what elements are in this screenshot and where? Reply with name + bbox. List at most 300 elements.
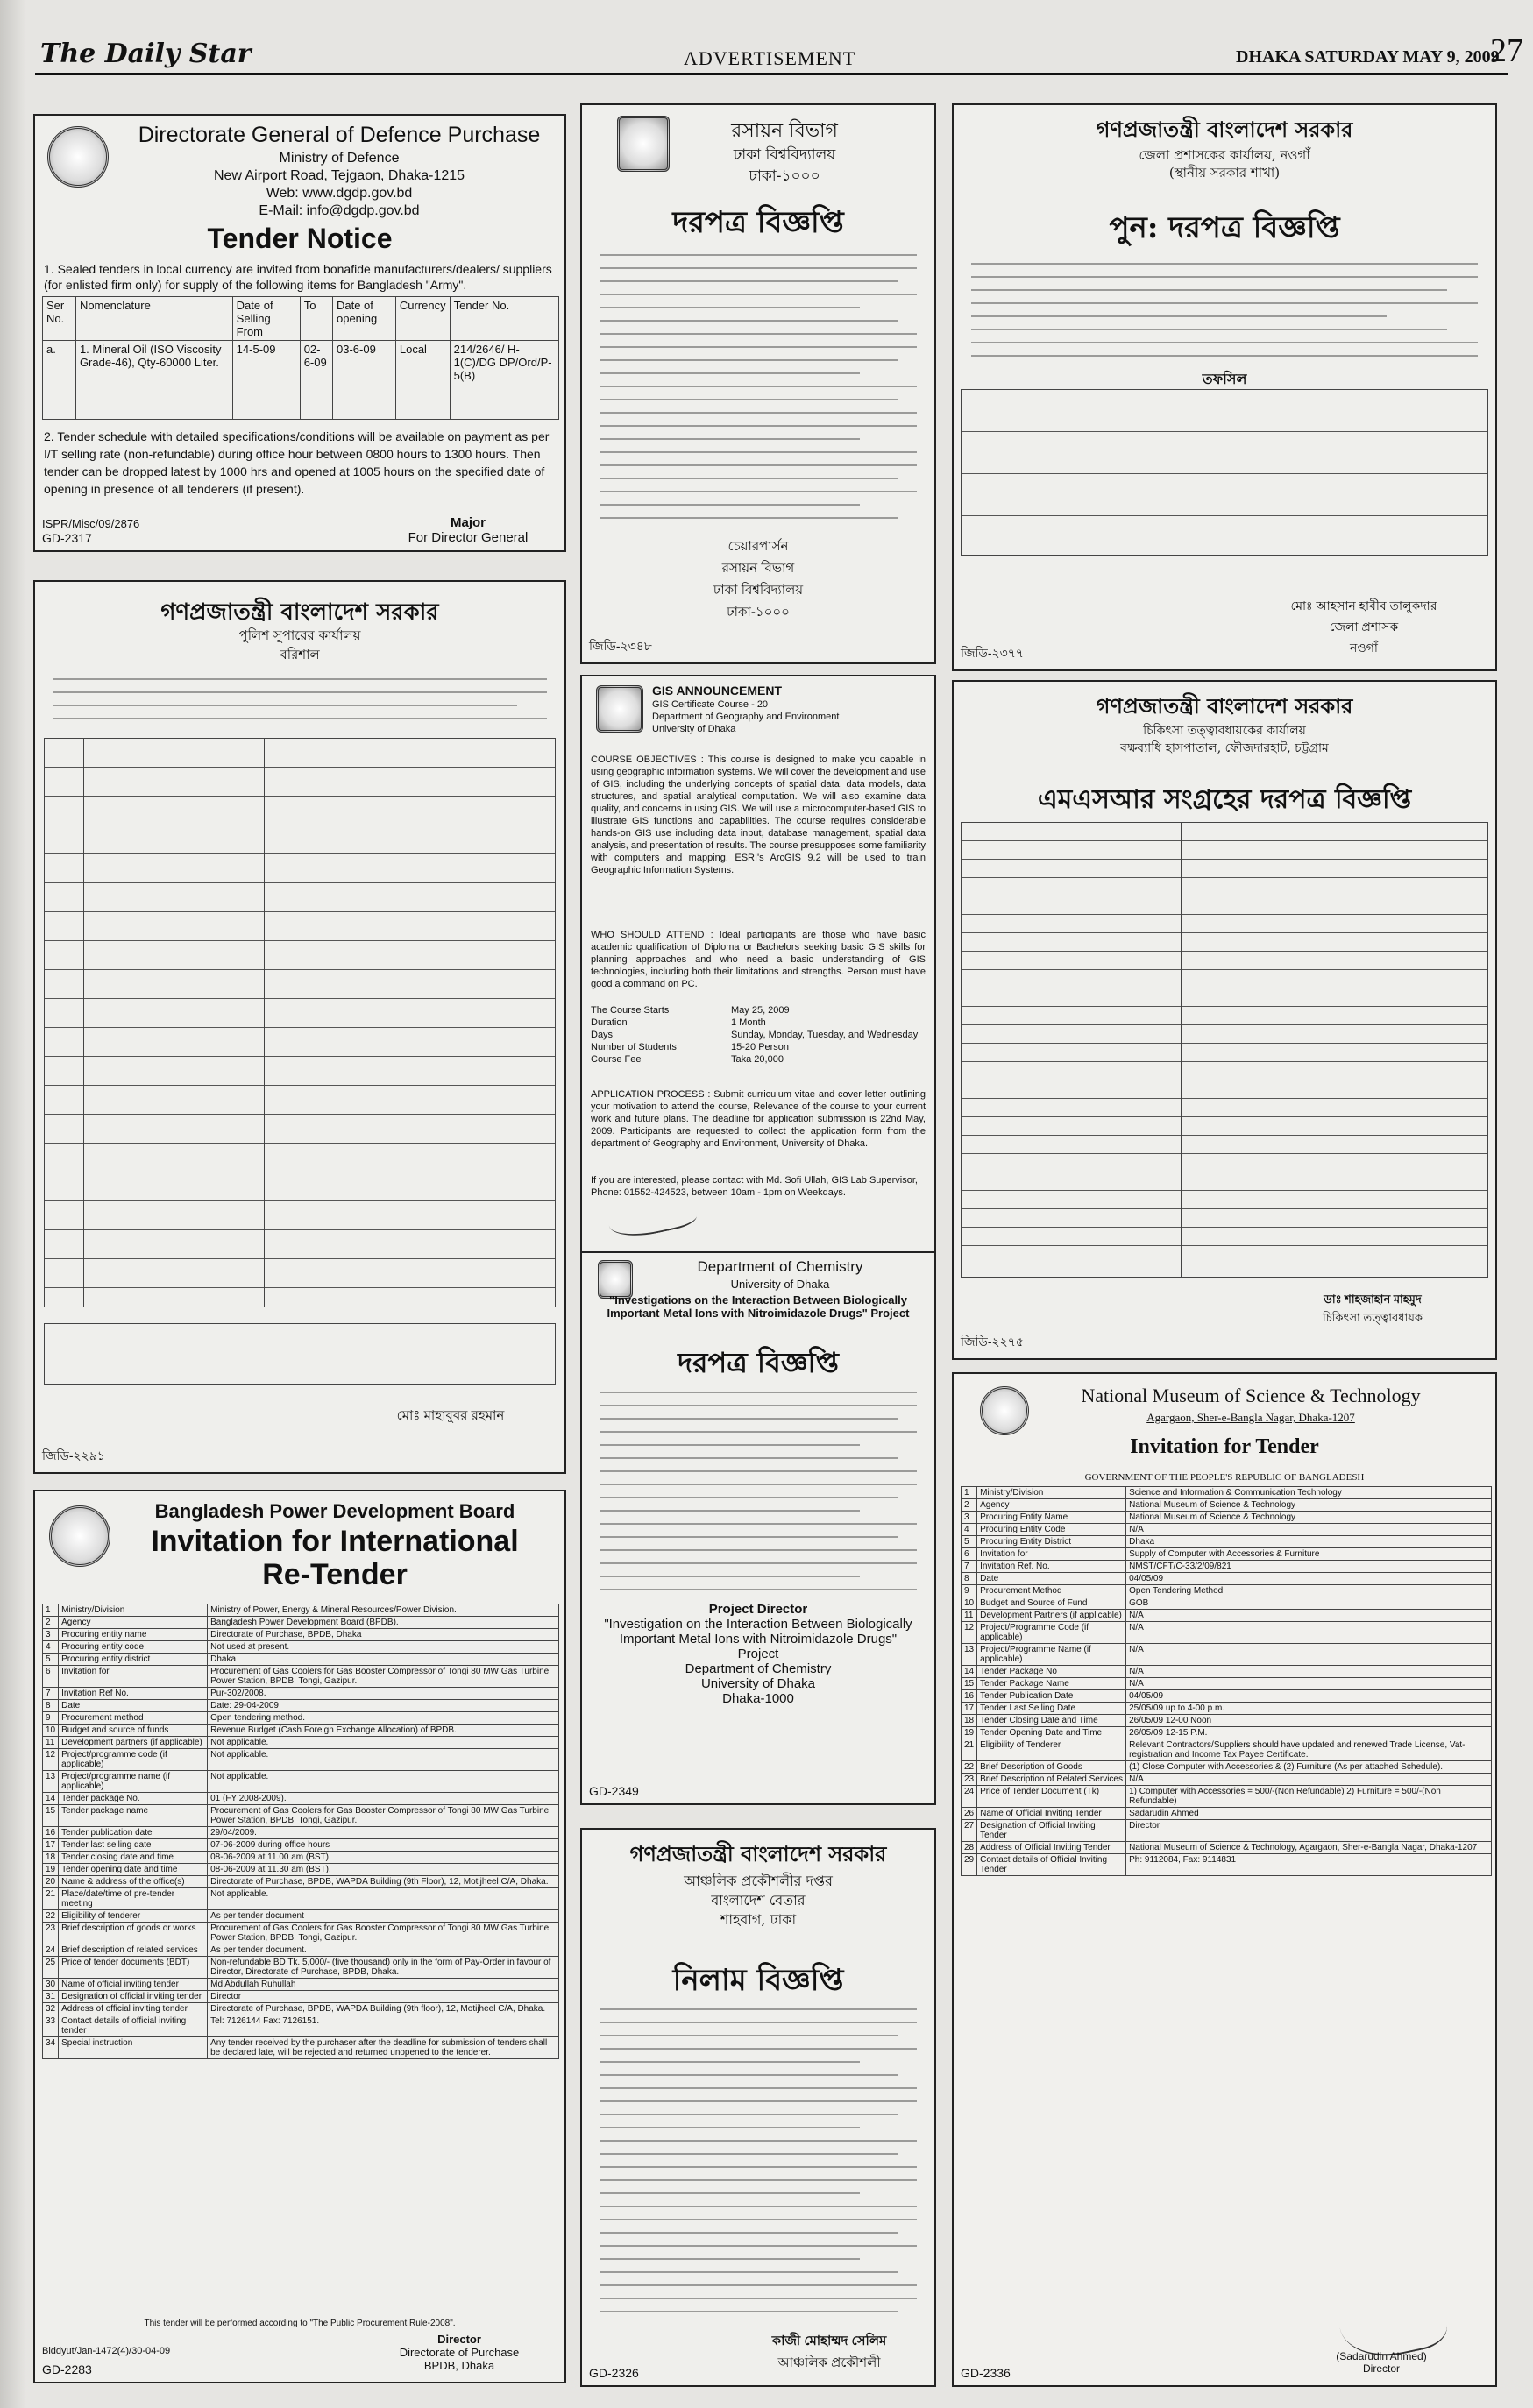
table-cell: Tender Package No xyxy=(977,1666,1126,1678)
table-row xyxy=(43,1749,559,1771)
table-row xyxy=(43,1923,559,1944)
ad-shahbag-auction xyxy=(580,1828,936,2387)
table-cell: 17 xyxy=(43,1839,59,1852)
table-cell: Name of Official Inviting Tender xyxy=(977,1808,1126,1820)
ad-chem-dept-tender xyxy=(580,103,936,664)
table-cell: Procuring entity name xyxy=(59,1629,208,1641)
table-cell: 29/04/2009. xyxy=(208,1827,559,1839)
table-cell: Relevant Contractors/Suppliers should have updated and renewed Trade License, Vat-registration and Income Tax Payee Certificate. xyxy=(1126,1739,1492,1761)
fact-value: Sunday, Monday, Tuesday, and Wednesday xyxy=(731,1030,919,1040)
table-cell: 19 xyxy=(962,1727,977,1739)
col-header: Date of Selling From xyxy=(232,297,300,341)
col-header: Ser No. xyxy=(43,297,76,341)
table-cell: Not used at present. xyxy=(208,1641,559,1654)
table-cell: Directorate of Purchase, BPDB, WAPDA Building (9th Floor), 12, Motijheel C/A, Dhaka. xyxy=(208,1876,559,1888)
table-cell: 02-6-09 xyxy=(300,341,332,420)
table-cell: Dhaka xyxy=(1126,1536,1492,1548)
table-cell: As per tender document xyxy=(208,1910,559,1923)
table-row xyxy=(962,1678,1492,1690)
table-cell: 25/05/09 up to 4-00 p.m. xyxy=(1126,1703,1492,1715)
museum-heading: Invitation for Tender xyxy=(1130,1435,1319,1458)
gis-fact-row xyxy=(591,1041,926,1053)
table-cell: Bangladesh Power Development Board (BPDB). xyxy=(208,1617,559,1629)
table-cell: 3 xyxy=(962,1512,977,1524)
table-cell: Any tender received by the purchaser after the deadline for submission of tenders shall be declared late, will be rejected and returned unopened to the tenderer. xyxy=(208,2037,559,2059)
fact-label: Course Fee xyxy=(591,1054,642,1065)
table-cell: 12 xyxy=(962,1622,977,1644)
table-cell: Project/Programme Code (if applicable) xyxy=(977,1622,1126,1644)
table-cell: 10 xyxy=(962,1597,977,1610)
dgdp-ministry: Ministry of Defence xyxy=(279,151,400,166)
dgdp-ref: ISPR/Misc/09/2876 xyxy=(42,517,140,530)
col-header: Date of opening xyxy=(332,297,395,341)
ctg-gov-title: গণপ্রজাতন্ত্রী বাংলাদেশ সরকার xyxy=(1096,693,1353,719)
table-cell: Agency xyxy=(977,1499,1126,1512)
table-cell: Contact details of official inviting tender xyxy=(59,2015,208,2037)
table-cell: Tender Closing Date and Time xyxy=(977,1715,1126,1727)
table-cell: 28 xyxy=(962,1842,977,1854)
table-cell: Budget and Source of Fund xyxy=(977,1597,1126,1610)
museum-title: National Museum of Science & Technology xyxy=(1081,1385,1421,1406)
table-cell: Revenue Budget (Cash Foreign Exchange Allocation) of BPDB. xyxy=(208,1725,559,1737)
table-cell: 11 xyxy=(43,1737,59,1749)
table-cell: Procuring Entity District xyxy=(977,1536,1126,1548)
table-cell: N/A xyxy=(1126,1524,1492,1536)
table-row xyxy=(43,1957,559,1979)
table-row xyxy=(962,1536,1492,1548)
barisal-gov-title: গণপ্রজাতন্ত্রী বাংলাদেশ সরকার xyxy=(160,599,439,626)
table-cell: 20 xyxy=(43,1876,59,1888)
table-cell: 03-6-09 xyxy=(332,341,395,420)
table-cell: 22 xyxy=(962,1761,977,1774)
table-cell: Tender Package Name xyxy=(977,1678,1126,1690)
chem1-dept: রসায়ন বিভাগ xyxy=(731,120,838,142)
table-cell: N/A xyxy=(1126,1678,1492,1690)
table-cell: 31 xyxy=(43,1991,59,2003)
table-cell: 14 xyxy=(43,1793,59,1805)
table-cell: Tender closing date and time xyxy=(59,1852,208,1864)
table-cell: Tender opening date and time xyxy=(59,1864,208,1876)
barisal-signature: মোঃ মাহাবুবর রহমান xyxy=(396,1408,505,1423)
table-cell: 15 xyxy=(43,1805,59,1827)
naogaon-schedule-title: তফসিল xyxy=(1202,371,1247,387)
page-number: 27 xyxy=(1490,32,1523,69)
dgdp-para-2: 2. Tender schedule with detailed specifications/conditions will be available on payment as per I/T selling rate (non-refundable) during office hour between 0800 hours to 1300 hours. Then tender can be dropped latest by 1000 hrs and opened at 1005 hours on the specified date of opening in presence of all tenderers (if present). xyxy=(44,429,550,496)
shahbag-office: আঞ্চলিক প্রকৌশলীর দপ্তর xyxy=(684,1873,833,1889)
table-row xyxy=(962,1512,1492,1524)
table-cell: Price of tender documents (BDT) xyxy=(59,1957,208,1979)
table-cell: Name of official inviting tender xyxy=(59,1979,208,1991)
table-row xyxy=(962,1573,1492,1585)
table-cell: Procurement of Gas Coolers for Gas Booster Compressor of Tongi 80 MW Gas Turbine Power Station, BPDB, Tongi, Gazipur. xyxy=(208,1666,559,1688)
table-row xyxy=(962,1666,1492,1678)
bpdb-footnote: This tender will be performed according to "The Public Procurement Rule-2008". xyxy=(144,2319,456,2328)
table-cell: Address of official inviting tender xyxy=(59,2003,208,2015)
table-row xyxy=(43,1793,559,1805)
gis-dept: Department of Geography and Environment xyxy=(652,712,840,722)
ctg-hospital: বক্ষব্যাধি হাসপাতাল, ফৌজদারহাট, চট্টগ্রাম xyxy=(1120,741,1329,755)
table-cell: 3 xyxy=(43,1629,59,1641)
ad-code: GD-2336 xyxy=(961,2366,1011,2380)
table-cell: 1. Mineral Oil (ISO Viscosity Grade-46), Qty-60000 Liter. xyxy=(75,341,232,420)
table-row xyxy=(962,1690,1492,1703)
table-cell: 5 xyxy=(962,1536,977,1548)
ad-dgdp-tender xyxy=(33,114,566,552)
table-row xyxy=(962,1761,1492,1774)
table-row xyxy=(962,1774,1492,1786)
chem1-univ: ঢাকা বিশ্ববিদ্যালয় xyxy=(733,146,836,164)
newspaper-logo: The Daily Star xyxy=(40,39,252,69)
gis-facts xyxy=(591,1004,926,1066)
dgdp-email: E-Mail: info@dgdp.gov.bd xyxy=(259,203,420,218)
table-cell: Eligibility of tenderer xyxy=(59,1910,208,1923)
shahbag-gov-title: গণপ্রজাতন্ত্রী বাংলাদেশ সরকার xyxy=(629,1841,887,1866)
table-row xyxy=(962,1786,1492,1808)
table-cell: Ministry/Division xyxy=(59,1604,208,1617)
table-row xyxy=(43,1805,559,1827)
fact-label: Duration xyxy=(591,1017,628,1028)
chem2-heading: দরপত্র বিজ্ঞপ্তি xyxy=(678,1346,839,1379)
table-cell: Tender last selling date xyxy=(59,1839,208,1852)
naogaon-schedule-table xyxy=(961,389,1488,556)
table-cell: Budget and source of funds xyxy=(59,1725,208,1737)
chem1-heading: দরপত্র বিজ্ঞপ্তি xyxy=(672,205,844,240)
table-cell: Tender package name xyxy=(59,1805,208,1827)
chem2-body-text xyxy=(600,1392,917,1602)
naogaon-heading: পুন: দরপত্র বিজ্ঞপ্তি xyxy=(1109,210,1340,245)
table-row xyxy=(962,1585,1492,1597)
shahbag-heading: নিলাম বিজ্ঞপ্তি xyxy=(672,1963,844,1998)
shahbag-city: শাহবাগ, ঢাকা xyxy=(720,1911,797,1928)
table-cell: Procuring entity code xyxy=(59,1641,208,1654)
chem2-univ: University of Dhaka xyxy=(730,1278,830,1291)
table-cell: 1) Computer with Accessories = 500/-(Non Refundable) 2) Furniture = 500/-(Non Refundable) xyxy=(1126,1786,1492,1808)
table-cell: 10 xyxy=(43,1725,59,1737)
table-cell: 32 xyxy=(43,2003,59,2015)
table-cell: 26/05/09 12-15 P.M. xyxy=(1126,1727,1492,1739)
shahbag-body-text xyxy=(600,2008,917,2324)
ad-chem-project-tender xyxy=(580,1251,936,1805)
table-cell: GOB xyxy=(1126,1597,1492,1610)
ad-code: GD-2349 xyxy=(589,1784,639,1798)
table-cell: 04/05/09 xyxy=(1126,1690,1492,1703)
table-row xyxy=(43,1852,559,1864)
table-cell: Directorate of Purchase, BPDB, Dhaka xyxy=(208,1629,559,1641)
table-cell: Date xyxy=(977,1573,1126,1585)
table-cell: Tender package No. xyxy=(59,1793,208,1805)
table-cell: N/A xyxy=(1126,1774,1492,1786)
table-cell: 21 xyxy=(962,1739,977,1761)
table-cell: 13 xyxy=(43,1771,59,1793)
ad-barisal-police xyxy=(33,580,566,1474)
gis-objectives: COURSE OBJECTIVES : This course is designed to make you capable in using geographic information systems. We will cover the development and use of GIS, including the underlying concepts of spatial data, data models, data structures, and spatial analytical computation. We will also examine data quality, and concerns in using GIS. We will use a microcomputer-based GIS to illustrate GIS functions and capabilities. The course requires considerable hands-on GIS use including data input, database management, spatial data analysis, and presentation of results. The course presupposes some familiarity with computers and mapping. ESRI's ArcGIS 9.2 will be used to train Geographic Information Systems. xyxy=(591,754,926,875)
table-cell: 16 xyxy=(43,1827,59,1839)
table-cell: Director xyxy=(208,1991,559,2003)
table-row xyxy=(43,1944,559,1957)
geography-logo-icon xyxy=(596,685,643,733)
dgdp-para-1: 1. Sealed tenders in local currency are invited from bonafide manufacturers/dealers/ suppliers (for enlisted firm only) for supply of the following items for Bangladesh "Army". xyxy=(44,262,552,292)
table-cell: 12 xyxy=(43,1749,59,1771)
fact-value: May 25, 2009 xyxy=(731,1005,790,1016)
bpdb-heading-1: Invitation for International xyxy=(151,1525,519,1558)
ad-gis-announcement xyxy=(580,675,936,1283)
signature-scribble xyxy=(606,1193,698,1243)
ad-bpdb-retender xyxy=(33,1490,566,2383)
table-cell: N/A xyxy=(1126,1622,1492,1644)
table-row xyxy=(43,1654,559,1666)
table-cell: Director xyxy=(1126,1820,1492,1842)
table-row xyxy=(43,1604,559,1617)
table-row xyxy=(43,1712,559,1725)
table-row xyxy=(43,1641,559,1654)
chem1-city: ঢাকা-১০০০ xyxy=(749,167,820,185)
museum-gov-line: GOVERNMENT OF THE PEOPLE'S REPUBLIC OF BANGLADESH xyxy=(1084,1472,1365,1483)
table-cell: N/A xyxy=(1126,1644,1492,1666)
table-cell: Name & address of the office(s) xyxy=(59,1876,208,1888)
defence-emblem-icon xyxy=(47,126,109,188)
table-row xyxy=(43,1876,559,1888)
table-cell: Tender Last Selling Date xyxy=(977,1703,1126,1715)
table-cell: Tender Opening Date and Time xyxy=(977,1727,1126,1739)
table-row xyxy=(43,1888,559,1910)
chem1-signature: চেয়ারপার্সন রসায়ন বিভাগ ঢাকা বিশ্ববিদ্যালয় ঢাকা-১০০০ xyxy=(713,539,804,620)
ctg-office: চিকিৎসা তত্ত্বাবধায়কের কার্যালয় xyxy=(1143,724,1306,738)
table-cell: 24 xyxy=(962,1786,977,1808)
gis-title: GIS ANNOUNCEMENT xyxy=(652,683,783,698)
dgdp-tender-table xyxy=(42,296,559,420)
table-cell: Dhaka xyxy=(208,1654,559,1666)
table-cell: Date xyxy=(59,1700,208,1712)
table-cell: As per tender document. xyxy=(208,1944,559,1957)
ad-code: GD-2326 xyxy=(589,2366,639,2380)
museum-tender-table xyxy=(961,1486,1492,1876)
table-row xyxy=(962,1727,1492,1739)
table-cell: Not applicable. xyxy=(208,1737,559,1749)
table-cell: N/A xyxy=(1126,1666,1492,1678)
chem1-body-text xyxy=(600,254,917,530)
table-cell: 29 xyxy=(962,1854,977,1876)
table-cell: Project/programme code (if applicable) xyxy=(59,1749,208,1771)
table-cell: 23 xyxy=(962,1774,977,1786)
table-cell: 01 (FY 2008-2009). xyxy=(208,1793,559,1805)
barisal-office: পুলিশ সুপারের কার্যালয় xyxy=(238,627,361,643)
table-row xyxy=(962,1487,1492,1499)
ad-code: GD-2283 xyxy=(42,2362,92,2376)
table-row xyxy=(43,1737,559,1749)
gis-course: GIS Certificate Course - 20 xyxy=(652,699,769,710)
museum-address: Agargaon, Sher-e-Bangla Nagar, Dhaka-1207 xyxy=(1146,1411,1355,1424)
ctg-heading: এমএসআর সংগ্রহের দরপত্র বিজ্ঞপ্তি xyxy=(1037,784,1412,815)
table-cell: 18 xyxy=(962,1715,977,1727)
table-cell: Directorate of Purchase, BPDB, WAPDA Building (9th floor), 12, Motijheel C/A, Dhaka. xyxy=(208,2003,559,2015)
table-row xyxy=(962,1739,1492,1761)
table-cell: 9 xyxy=(43,1712,59,1725)
table-cell: 19 xyxy=(43,1864,59,1876)
table-cell: Non-refundable BD Tk. 5,000/- (five thousand) only in the form of Pay-Order in favour of Director, Directorate of Purchase, BPDB, Dhaka. xyxy=(208,1957,559,1979)
table-cell: Project/Programme Name (if applicable) xyxy=(977,1644,1126,1666)
ad-code: জিডি-২৩৭৭ xyxy=(961,646,1024,660)
fact-label: The Course Starts xyxy=(591,1005,670,1016)
table-cell: 08-06-2009 at 11.30 am (BST). xyxy=(208,1864,559,1876)
table-cell: Md Abdullah Ruhullah xyxy=(208,1979,559,1991)
ad-chittagong-msr xyxy=(952,680,1497,1360)
ad-code: জিডি-২৩৪৮ xyxy=(589,639,652,653)
bpdb-ref: Biddyut/Jan-1472(4)/30-04-09 xyxy=(42,2346,171,2356)
fact-value: 15-20 Person xyxy=(731,1042,790,1052)
bpdb-title: Bangladesh Power Development Board xyxy=(154,1500,515,1522)
table-cell: 5 xyxy=(43,1654,59,1666)
col-header: Nomenclature xyxy=(75,297,232,341)
table-cell: 6 xyxy=(43,1666,59,1688)
table-cell: Project/programme name (if applicable) xyxy=(59,1771,208,1793)
table-cell: Date: 29-04-2009 xyxy=(208,1700,559,1712)
table-row xyxy=(43,1910,559,1923)
table-cell: 7 xyxy=(43,1688,59,1700)
naogaon-signature: মোঃ আহসান হাবীব তালুকদার জেলা প্রশাসক নওগাঁ xyxy=(1290,598,1437,655)
table-cell: Address of Official Inviting Tender xyxy=(977,1842,1126,1854)
table-row xyxy=(43,1864,559,1876)
table-cell: Science and Information & Communication Technology xyxy=(1126,1487,1492,1499)
table-cell: 18 xyxy=(43,1852,59,1864)
fact-value: 1 Month xyxy=(731,1017,766,1028)
gis-contact: If you are interested, please contact with Md. Sofi Ullah, GIS Lab Supervisor, Phone: 01552-424523, between 10am - 1pm on Weekdays. xyxy=(591,1175,918,1198)
table-row xyxy=(43,1666,559,1688)
table-cell: 2 xyxy=(43,1617,59,1629)
chem2-signature: Project Director "Investigation on the Interaction Between Biologically Important Metal Ions with Nitroimidazole Drugs" Project Department of Chemistry University of Dhaka Dhaka-1000 xyxy=(604,1602,912,1706)
barisal-city: বরিশাল xyxy=(280,647,320,662)
table-cell: 1 xyxy=(962,1487,977,1499)
table-cell: N/A xyxy=(1126,1610,1492,1622)
table-row xyxy=(43,1991,559,2003)
table-cell: 07-06-2009 during office hours xyxy=(208,1839,559,1852)
page-fold-shadow xyxy=(0,0,26,2408)
table-cell: Brief Description of Related Services xyxy=(977,1774,1126,1786)
col-header: To xyxy=(300,297,332,341)
table-row xyxy=(962,1703,1492,1715)
ctg-signature: ডাঃ শাহজাহান মাহমুদ চিকিৎসা তত্ত্বাবধায়ক xyxy=(1322,1293,1423,1324)
table-row xyxy=(962,1610,1492,1622)
table-cell: 7 xyxy=(962,1561,977,1573)
col-header: Tender No. xyxy=(450,297,558,341)
table-cell: Special instruction xyxy=(59,2037,208,2059)
table-row xyxy=(962,1715,1492,1727)
table-cell: Brief Description of Goods xyxy=(977,1761,1126,1774)
table-row xyxy=(43,2037,559,2059)
ad-code: জিডি-২২৯১ xyxy=(42,1448,105,1463)
table-cell: Ministry of Power, Energy & Mineral Resources/Power Division. xyxy=(208,1604,559,1617)
table-cell: Designation of Official Inviting Tender xyxy=(977,1820,1126,1842)
gis-who-should-attend: WHO SHOULD ATTEND : Ideal participants are those who have basic academic qualification of Diploma or Bachelors seeking basic GIS skills for planning approaches and who need a basic understanding of GIS technologies, including both their limitations and strengths. Person must have good a command on PC. xyxy=(591,930,926,989)
table-cell: 22 xyxy=(43,1910,59,1923)
table-cell: Tel: 7126144 Fax: 7126151. xyxy=(208,2015,559,2037)
table-cell: Brief description of goods or works xyxy=(59,1923,208,1944)
table-cell: Open tendering method. xyxy=(208,1712,559,1725)
table-row xyxy=(43,1700,559,1712)
table-cell: 4 xyxy=(43,1641,59,1654)
table-cell: Local xyxy=(395,341,450,420)
table-cell: Ministry/Division xyxy=(977,1487,1126,1499)
gis-fact-row xyxy=(591,1004,926,1016)
table-cell: Procurement method xyxy=(59,1712,208,1725)
table-row xyxy=(43,1771,559,1793)
dgdp-title: Directorate General of Defence Purchase xyxy=(138,123,541,147)
fact-value: Taka 20,000 xyxy=(731,1054,784,1065)
table-cell: Not applicable. xyxy=(208,1888,559,1910)
table-cell: Tender publication date xyxy=(59,1827,208,1839)
table-row xyxy=(962,1842,1492,1854)
table-cell: Place/date/time of pre-tender meeting xyxy=(59,1888,208,1910)
table-row xyxy=(962,1597,1492,1610)
table-row xyxy=(962,1548,1492,1561)
table-cell: 1 xyxy=(43,1604,59,1617)
naogaon-office: জেলা প্রশাসকের কার্যালয়, নওগাঁ xyxy=(1139,147,1310,163)
table-cell: a. xyxy=(43,341,76,420)
table-cell: Procurement of Gas Coolers for Gas Booster Compressor of Tongi 80 MW Gas Turbine Power Station, BPDB, Tongi, Gazipur. xyxy=(208,1805,559,1827)
table-row xyxy=(43,2003,559,2015)
table-cell: Invitation Ref. No. xyxy=(977,1561,1126,1573)
table-row xyxy=(962,1561,1492,1573)
issue-date: DHAKA SATURDAY MAY 9, 2009 xyxy=(1236,47,1500,67)
table-cell: Procurement Method xyxy=(977,1585,1126,1597)
dgdp-address: New Airport Road, Tejgaon, Dhaka-1215 xyxy=(213,168,465,183)
table-row xyxy=(962,1622,1492,1644)
table-cell: Tender Publication Date xyxy=(977,1690,1126,1703)
table-cell: Not applicable. xyxy=(208,1749,559,1771)
chem2-project: "Investigations on the Interaction Between Biologically Important Metal Ions with Nitroimidazole Drugs" Project xyxy=(607,1293,910,1320)
table-cell: Designation of official inviting tender xyxy=(59,1991,208,2003)
table-cell: 08-06-2009 at 11.00 am (BST). xyxy=(208,1852,559,1864)
table-cell: 14 xyxy=(962,1666,977,1678)
table-cell: 27 xyxy=(962,1820,977,1842)
table-cell: 21 xyxy=(43,1888,59,1910)
table-cell: 33 xyxy=(43,2015,59,2037)
table-cell: 25 xyxy=(43,1957,59,1979)
table-cell: 13 xyxy=(962,1644,977,1666)
dgdp-web: Web: www.dgdp.gov.bd xyxy=(266,186,413,201)
table-row xyxy=(962,1644,1492,1666)
table-cell: Development Partners (if applicable) xyxy=(977,1610,1126,1622)
bpdb-logo-icon xyxy=(49,1505,110,1567)
ad-naogaon-retender xyxy=(952,103,1497,671)
table-cell: Pur-302/2008. xyxy=(208,1688,559,1700)
table-cell: Supply of Computer with Accessories & Furniture xyxy=(1126,1548,1492,1561)
table-cell: Agency xyxy=(59,1617,208,1629)
barisal-body-text xyxy=(53,678,547,731)
section-title: ADVERTISEMENT xyxy=(684,47,856,69)
ad-museum-tender xyxy=(952,1372,1497,2387)
table-row xyxy=(43,1979,559,1991)
table-cell: National Museum of Science & Technology xyxy=(1126,1499,1492,1512)
table-cell: Procuring Entity Code xyxy=(977,1524,1126,1536)
table-cell: 2 xyxy=(962,1499,977,1512)
masthead xyxy=(35,26,1523,75)
table-row xyxy=(43,2015,559,2037)
dgdp-signature: Major For Director General xyxy=(408,515,529,545)
table-cell: Invitation Ref No. xyxy=(59,1688,208,1700)
table-cell: 14-5-09 xyxy=(232,341,300,420)
chem2-dept: Department of Chemistry xyxy=(697,1258,863,1275)
ad-code: GD-2317 xyxy=(42,531,92,545)
gis-fact-row xyxy=(591,1016,926,1029)
table-row xyxy=(43,1688,559,1700)
table-cell: 6 xyxy=(962,1548,977,1561)
table-row xyxy=(43,1725,559,1737)
ctg-tender-table xyxy=(961,822,1488,1278)
fact-label: Number of Students xyxy=(591,1042,677,1052)
naogaon-branch: (স্থানীয় সরকার শাখা) xyxy=(1168,165,1281,181)
col-header: Currency xyxy=(395,297,450,341)
barisal-tender-table xyxy=(44,738,556,1307)
